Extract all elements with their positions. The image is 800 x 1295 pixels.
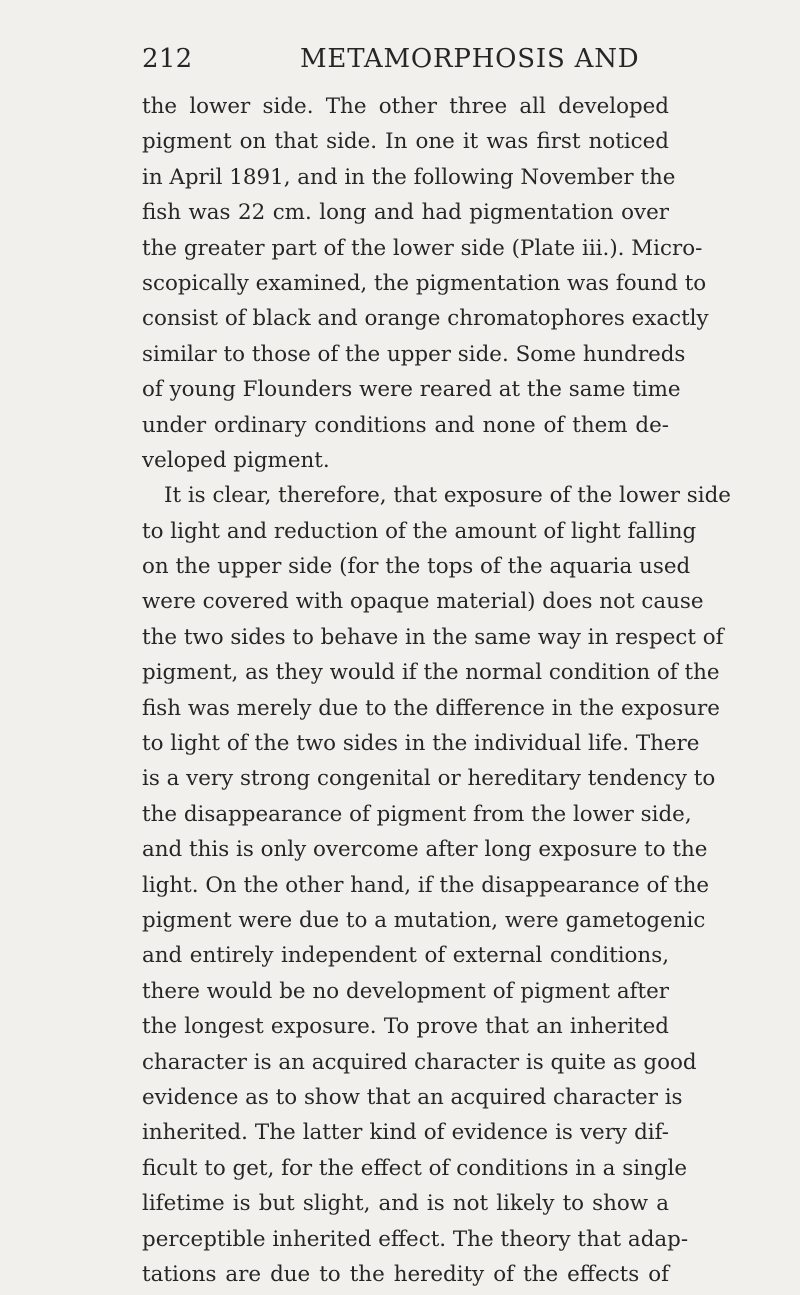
text-line: were covered with opaque material) does not cause [142, 589, 704, 615]
text-line: It is clear, therefore, that exposure of the lower side [164, 483, 731, 509]
text-line: scopically examined, the pigmentation was found to [142, 270, 707, 296]
text-line: ficult to get, for the effect of conditions in a single [142, 1155, 688, 1181]
text-line: the greater part of the lower side (Plate iii.). Micro- [142, 235, 703, 261]
text-line: pigment were due to a mutation, were gametogenic [142, 907, 706, 933]
paragraph-2 [142, 478, 731, 1292]
text-line: the longest exposure. To prove that an inherited [142, 1014, 669, 1040]
text-line: under ordinary conditions and none of them de- [142, 412, 669, 438]
text-line: inherited. The latter kind of evidence is very dif- [142, 1120, 669, 1146]
text-line: there would be no development of pigment after [142, 978, 669, 1004]
text-line: tations are due to the heredity of the effects of [142, 1261, 669, 1287]
text-line: and this is only overcome after long exposure to the [142, 837, 708, 863]
text-line: the lower side. The other three all developed [142, 94, 669, 119]
text-line: the disappearance of pigment from the lower side, [142, 801, 692, 827]
paragraph-1 [142, 89, 709, 478]
running-title: METAMORPHOSIS AND [300, 44, 640, 74]
text-line: evidence as to show that an acquired character is [142, 1084, 683, 1110]
text-line: in April 1891, and in the following November the [142, 164, 676, 190]
text-line: of young Flounders were reared at the same time [142, 377, 681, 403]
text-line: pigment on that side. In one it was first noticed [142, 129, 669, 155]
text-line: fish was merely due to the difference in the exposure [142, 695, 720, 721]
text-line: lifetime is but slight, and is not likely to show a [142, 1191, 669, 1217]
text-line: to light of the two sides in the individual life. There [142, 731, 700, 757]
body-text [142, 89, 731, 1292]
running-head [142, 44, 669, 80]
text-line: veloped pigment. [142, 447, 330, 473]
text-line: consist of black and orange chromatophores exactly [142, 306, 709, 332]
text-line: on the upper side (for the tops of the aquaria used [142, 554, 691, 580]
text-line: and entirely independent of external conditions, [142, 943, 669, 969]
text-line: character is an acquired character is quite as good [142, 1049, 697, 1075]
text-line: pigment, as they would if the normal condition of the [142, 660, 720, 686]
text-line: perceptible inherited effect. The theory that adap- [142, 1226, 689, 1252]
text-line: fish was 22 cm. long and had pigmentation over [142, 200, 669, 226]
text-line: the two sides to behave in the same way in respect of [142, 624, 724, 650]
page-number: 212 [142, 44, 193, 74]
text-line: is a very strong congenital or hereditary tendency to [142, 766, 716, 792]
text-line: to light and reduction of the amount of light falling [142, 518, 697, 544]
text-line: similar to those of the upper side. Some hundreds [142, 341, 686, 367]
text-line: light. On the other hand, if the disappearance of the [142, 872, 710, 898]
